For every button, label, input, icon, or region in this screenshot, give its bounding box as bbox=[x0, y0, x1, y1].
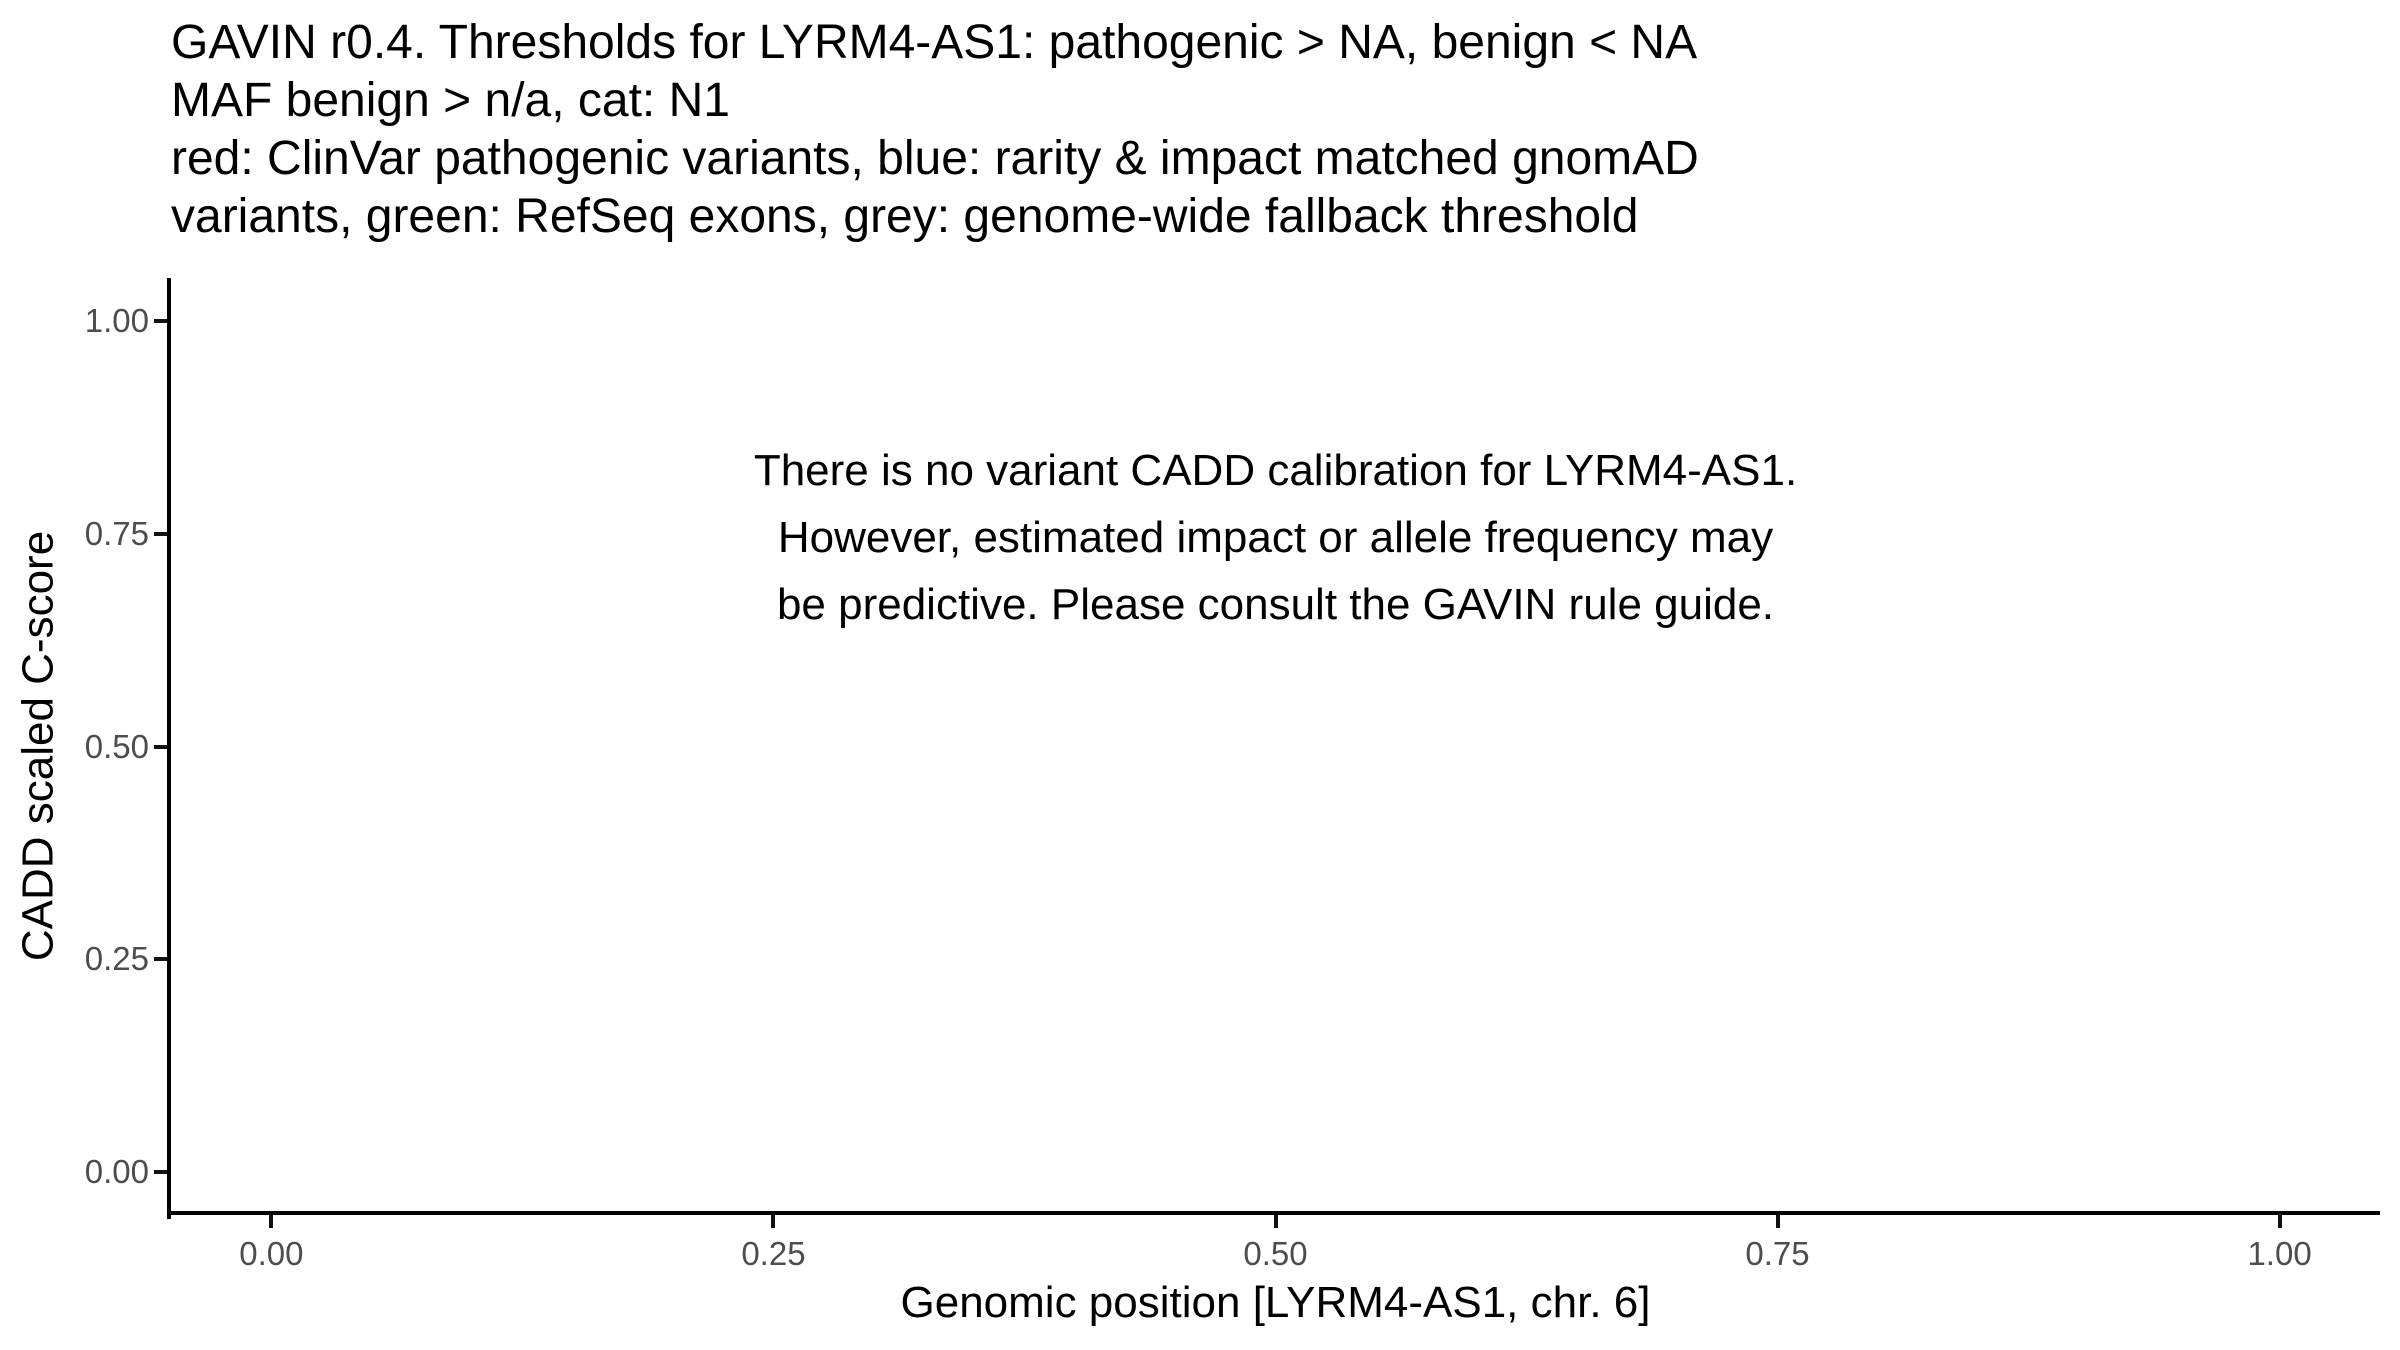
y-tick-mark bbox=[154, 1170, 167, 1174]
y-tick-label: 0.25 bbox=[84, 940, 149, 978]
y-tick-label: 1.00 bbox=[84, 301, 149, 339]
x-tick-mark bbox=[269, 1215, 273, 1228]
x-tick-mark bbox=[1776, 1215, 1780, 1228]
y-tick-mark bbox=[154, 319, 167, 323]
y-axis-title: CADD scaled C-score bbox=[13, 530, 63, 962]
annotation-line-1: There is no variant CADD calibration for LYRM4-AS1. bbox=[753, 446, 1798, 495]
chart-title-line-1: GAVIN r0.4. Thresholds for LYRM4-AS1: pathogenic > NA, benign < NA bbox=[171, 16, 1698, 69]
y-axis-line bbox=[167, 278, 171, 1219]
x-tick-label: 0.75 bbox=[1745, 1235, 1810, 1272]
y-tick-label: 0.75 bbox=[84, 514, 149, 552]
y-tick-mark bbox=[154, 745, 167, 749]
x-tick-label: 0.00 bbox=[239, 1235, 304, 1272]
x-axis-title: Genomic position [LYRM4-AS1, chr. 6] bbox=[900, 1278, 1651, 1327]
annotation-line-2: However, estimated impact or allele frequency may bbox=[777, 513, 1774, 562]
x-tick-mark bbox=[2278, 1215, 2282, 1228]
chart-title bbox=[171, 14, 1699, 246]
x-tick-label: 0.50 bbox=[1243, 1235, 1308, 1272]
x-tick-mark bbox=[1274, 1215, 1278, 1228]
y-tick-label: 0.50 bbox=[84, 727, 149, 765]
y-tick-mark bbox=[154, 532, 167, 536]
annotation-line-3: be predictive. Please consult the GAVIN rule guide. bbox=[776, 580, 1775, 629]
plot-panel bbox=[84, 278, 2380, 1272]
chart-title-line-2: MAF benign > n/a, cat: N1 bbox=[171, 74, 730, 127]
chart-title-line-4: variants, green: RefSeq exons, grey: genome-wide fallback threshold bbox=[171, 190, 1639, 243]
y-tick-mark bbox=[154, 957, 167, 961]
x-tick-label: 1.00 bbox=[2247, 1235, 2312, 1272]
x-tick-mark bbox=[771, 1215, 775, 1228]
x-tick-label: 0.25 bbox=[741, 1235, 806, 1272]
chart-title-line-3: red: ClinVar pathogenic variants, blue: rarity & impact matched gnomAD bbox=[171, 132, 1699, 185]
y-tick-label: 0.00 bbox=[84, 1153, 149, 1191]
no-calibration-annotation bbox=[171, 437, 2380, 638]
